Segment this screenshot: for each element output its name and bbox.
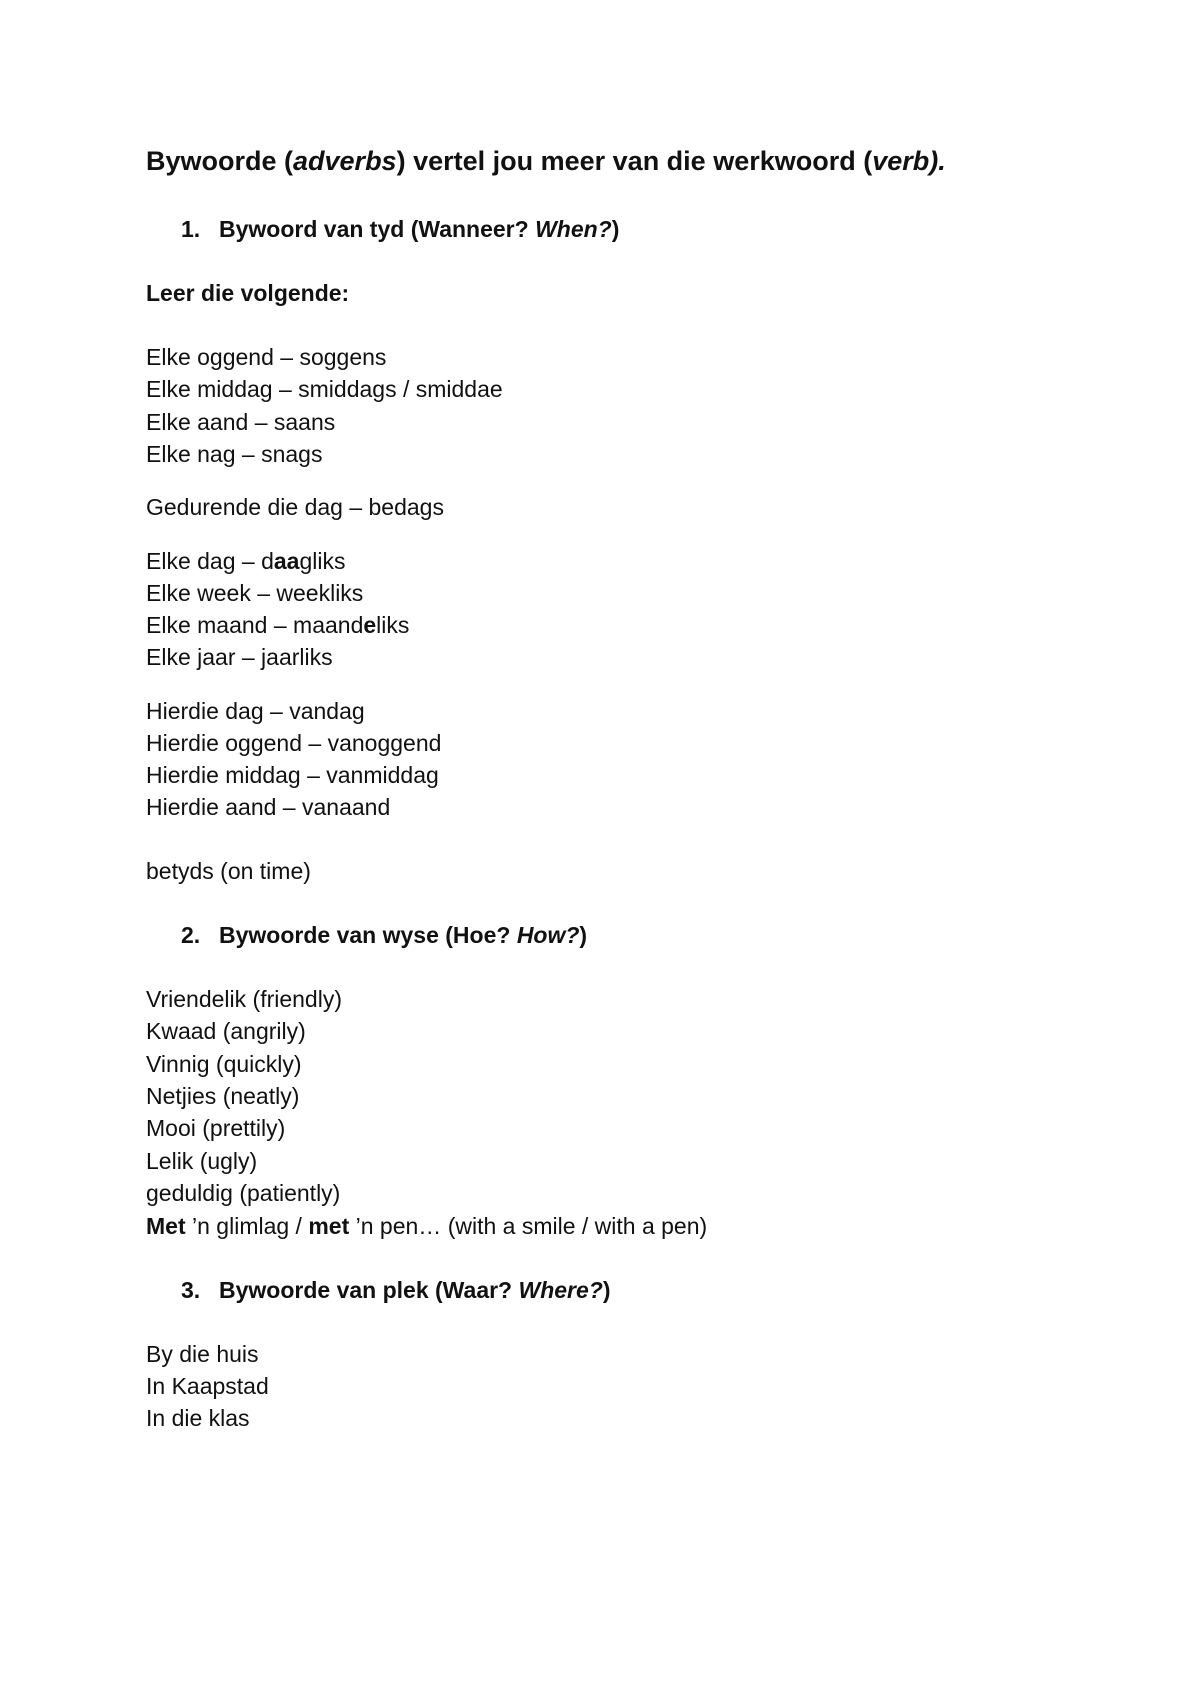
list-item [146,1211,707,1241]
page-title [146,146,946,176]
text-segment: Elke maand – maand [146,612,364,638]
bold-segment: e [363,612,377,638]
section-title [219,214,619,244]
list-item: betyds (on time) [146,858,311,884]
section-title-italic: Where? [518,1277,603,1303]
bold-segment: met [308,1213,350,1239]
list-item [146,610,409,640]
section-title-text: Bywoord van tyd (Wanneer? [219,216,536,242]
section-number: 1. [181,216,201,242]
list-item [146,546,345,576]
section-title [219,1275,611,1305]
list-item: Elke oggend – soggens [146,344,387,370]
section-title-italic: When? [535,216,612,242]
text-segment: gliks [299,548,346,574]
list-item: Mooi (prettily) [146,1115,286,1141]
section-title-italic: How? [516,922,580,948]
section-title-text: Bywoorde van plek (Waar? [219,1277,519,1303]
bold-segment: aa [273,548,300,574]
title-part-3: ) vertel jou meer van die werkwoord ( [396,146,873,176]
title-part-4: verb). [872,146,946,176]
text-segment: ’n glimlag / [185,1213,309,1239]
list-item: Hierdie middag – vanmiddag [146,762,439,788]
list-item: Hierdie oggend – vanoggend [146,730,442,756]
list-item: Elke aand – saans [146,409,336,435]
section-title-close: ) [602,1277,611,1303]
text-segment: liks [376,612,410,638]
list-item: Kwaad (angrily) [146,1018,306,1044]
section-title-text: Bywoorde van wyse (Hoe? [219,922,517,948]
section-title-close: ) [579,922,588,948]
list-item: By die huis [146,1341,259,1367]
list-item: Gedurende die dag – bedags [146,494,444,520]
title-part-1: Bywoorde ( [146,146,294,176]
bold-segment: Met [146,1213,186,1239]
list-item: Elke nag – snags [146,441,323,467]
section-number: 3. [181,1277,201,1303]
section-title-close: ) [611,216,620,242]
list-item: Hierdie dag – vandag [146,698,365,724]
list-item: Netjies (neatly) [146,1083,300,1109]
list-item: Elke week – weekliks [146,580,364,606]
list-item: Lelik (ugly) [146,1148,258,1174]
section-number: 2. [181,922,201,948]
list-item: Vriendelik (friendly) [146,986,342,1012]
list-item: geduldig (patiently) [146,1180,341,1206]
section-title [219,920,587,950]
title-part-2: adverbs [293,146,397,176]
list-item: Elke middag – smiddags / smiddae [146,376,503,402]
list-item: In die klas [146,1405,250,1431]
list-item: Hierdie aand – vanaand [146,794,391,820]
list-item: Elke jaar – jaarliks [146,644,333,670]
list-item: Vinnig (quickly) [146,1051,302,1077]
learn-heading: Leer die volgende: [146,280,350,306]
text-segment: Elke dag – d [146,548,274,574]
text-segment: ’n pen… (with a smile / with a pen) [349,1213,708,1239]
list-item: In Kaapstad [146,1373,269,1399]
